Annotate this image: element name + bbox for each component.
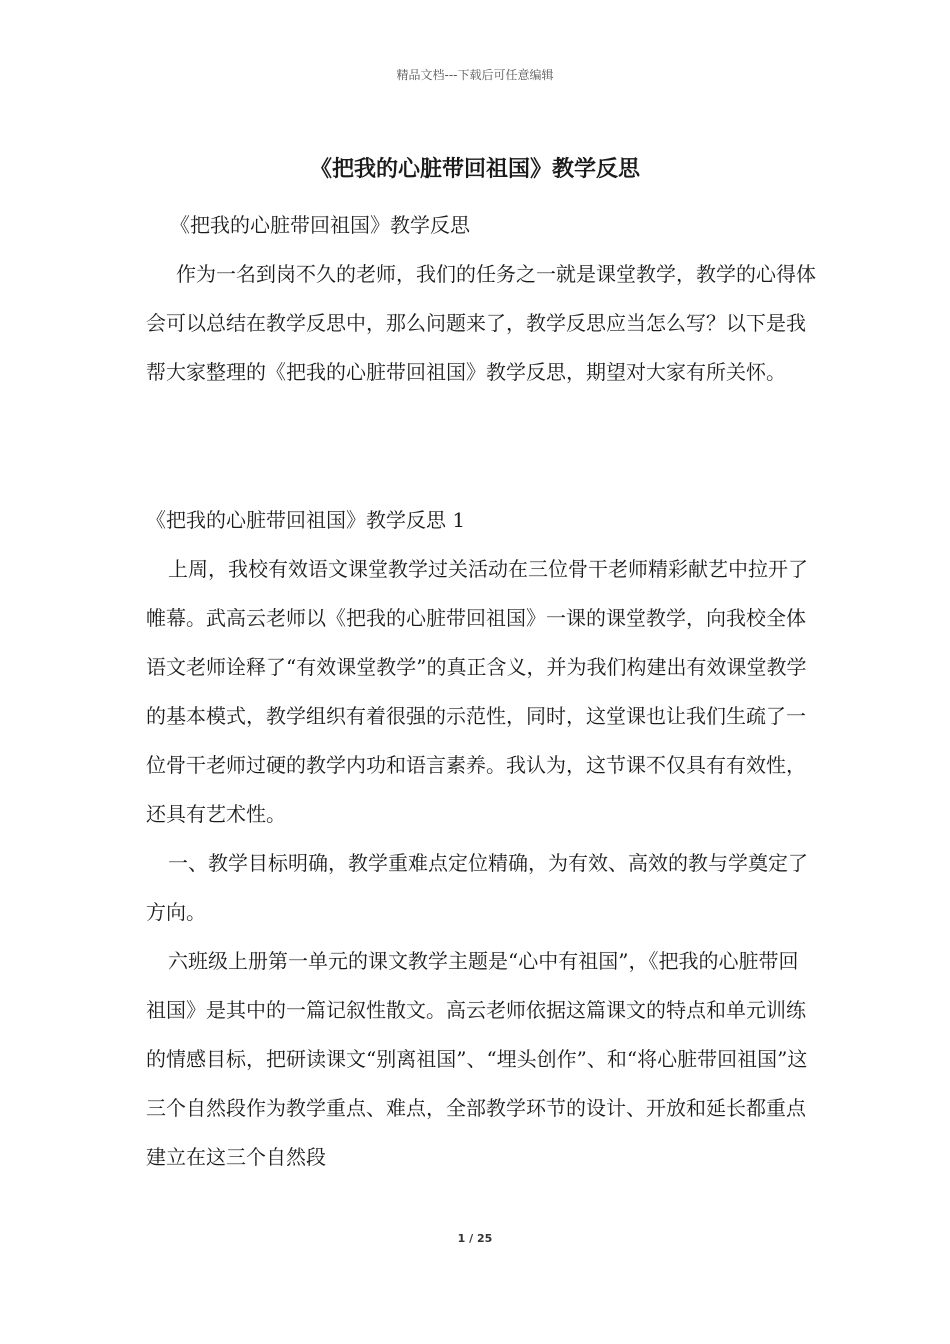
page-header: 精品文档---下载后可任意编辑 [396,68,554,82]
intro-paragraph: 作为一名到岗不久的老师，我们的任务之一就是课堂教学，教学的心得体会可以总结在教学反思中，那么问题来了，教学反思应当怎么写？以下是我帮大家整理的《把我的心脏带回祖国》教学反思，期望对大家有所关怀。 [146,262,816,384]
document-title: 《把我的心脏带回祖国》教学反思 [309,157,640,182]
body-paragraph-2: 一、教学目标明确，教学重难点定位精确，为有效、高效的教与学奠定了方向。 [146,851,808,924]
subtitle-line: 《把我的心脏带回祖国》教学反思 [170,213,470,237]
page-number: 1 / 25 [457,1232,493,1245]
body-paragraph-3: 六班级上册第一单元的课文教学主题是“心中有祖国”，《把我的心脏带回祖国》是其中的一篇记叙性散文。高云老师依据这篇课文的特点和单元训练的情感目标，把研读课文“别离祖国”、“埋头创作”、和“将心脏带回祖国”这三个自然段作为教学重点、难点，全部教学环节的设计、开放和延长都重点建立在这三个自然段 [146,949,808,1169]
body-paragraph-1: 上周，我校有效语文课堂教学过关活动在三位骨干老师精彩献艺中拉开了帷幕。武高云老师以《把我的心脏带回祖国》一课的课堂教学，向我校全体语文老师诠释了“有效课堂教学”的真正含义，并为我们构建出有效课堂教学的基本模式，教学组织有着很强的示范性，同时，这堂课也让我们生疏了一位骨干老师过硬的教学内功和语言素养。我认为，这节课不仅具有有效性，还具有艺术性。 [146,557,808,826]
section-heading: 《把我的心脏带回祖国》教学反思 1 [146,508,466,532]
